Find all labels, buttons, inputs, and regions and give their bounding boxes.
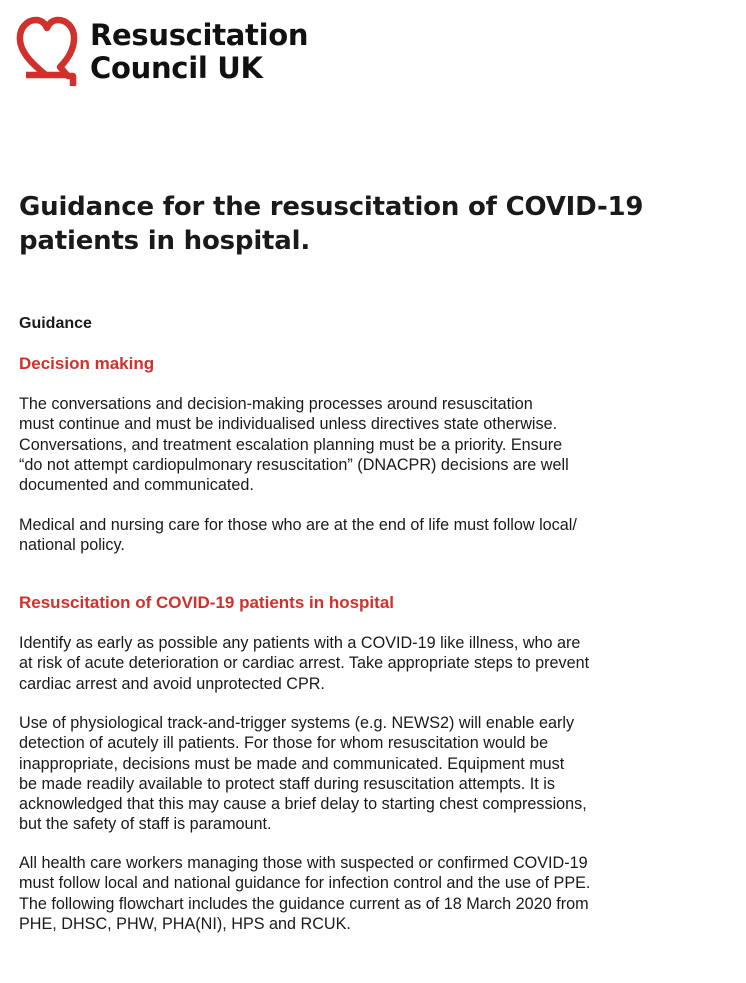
paragraph-decision-2	[19, 515, 719, 556]
text-line: Identify as early as possible any patients with a COVID-19 like illness, who are	[19, 634, 581, 652]
text-line: The conversations and decision-making processes around resuscitation	[19, 395, 533, 413]
text-line: Medical and nursing care for those who are at the end of life must follow local/	[19, 516, 577, 534]
paragraph-decision-1	[19, 394, 719, 495]
text-line: must continue and must be individualised unless directives state otherwise.	[19, 415, 558, 434]
text-line: national policy.	[19, 536, 125, 555]
heading-decision-making: Decision making	[19, 354, 155, 373]
text-line: Conversations, and treatment escalation planning must be a priority. Ensure	[19, 435, 563, 454]
paragraph-resuscitation-3	[19, 853, 719, 934]
text-line: at risk of acute deterioration or cardiac arrest. Take appropriate steps to prevent	[19, 654, 590, 673]
section-label: Guidance	[19, 315, 92, 332]
text-line: documented and communicated.	[19, 476, 254, 495]
logo-wordmark	[90, 19, 308, 85]
paragraph-resuscitation-2	[19, 713, 719, 835]
title-line: patients in hospital.	[19, 226, 311, 256]
heart-speech-bubble-icon	[16, 16, 78, 88]
text-line: cardiac arrest and avoid unprotected CPR.	[19, 674, 325, 693]
text-line: PHE, DHSC, PHW, PHA(NI), HPS and RCUK.	[19, 914, 351, 933]
heading-resuscitation: Resuscitation of COVID-19 patients in hospital	[19, 593, 394, 612]
page-title	[19, 190, 719, 258]
text-line: The following flowchart includes the guidance current as of 18 March 2020 from	[19, 894, 589, 913]
text-line: but the safety of staff is paramount.	[19, 815, 272, 834]
rcuk-logo	[16, 16, 308, 88]
text-line: All health care workers managing those with suspected or confirmed COVID-19	[19, 854, 588, 872]
text-line: inappropriate, decisions must be made and communicated. Equipment must	[19, 754, 565, 773]
text-line: must follow local and national guidance for infection control and the use of PPE.	[19, 874, 591, 893]
title-line: Guidance for the resuscitation of COVID-19	[19, 192, 644, 222]
logo-line-1: Resuscitation	[90, 18, 309, 52]
text-line: Use of physiological track-and-trigger systems (e.g. NEWS2) will enable early	[19, 714, 575, 732]
text-line: be made readily available to protect staff during resuscitation attempts. It is	[19, 774, 555, 793]
logo-line-2: Council UK	[90, 51, 263, 85]
text-line: acknowledged that this may cause a brief delay to starting chest compressions,	[19, 795, 587, 814]
text-line: “do not attempt cardiopulmonary resuscitation” (DNACPR) decisions are well	[19, 455, 569, 474]
paragraph-resuscitation-1	[19, 633, 719, 694]
text-line: detection of acutely ill patients. For those for whom resuscitation would be	[19, 734, 549, 753]
